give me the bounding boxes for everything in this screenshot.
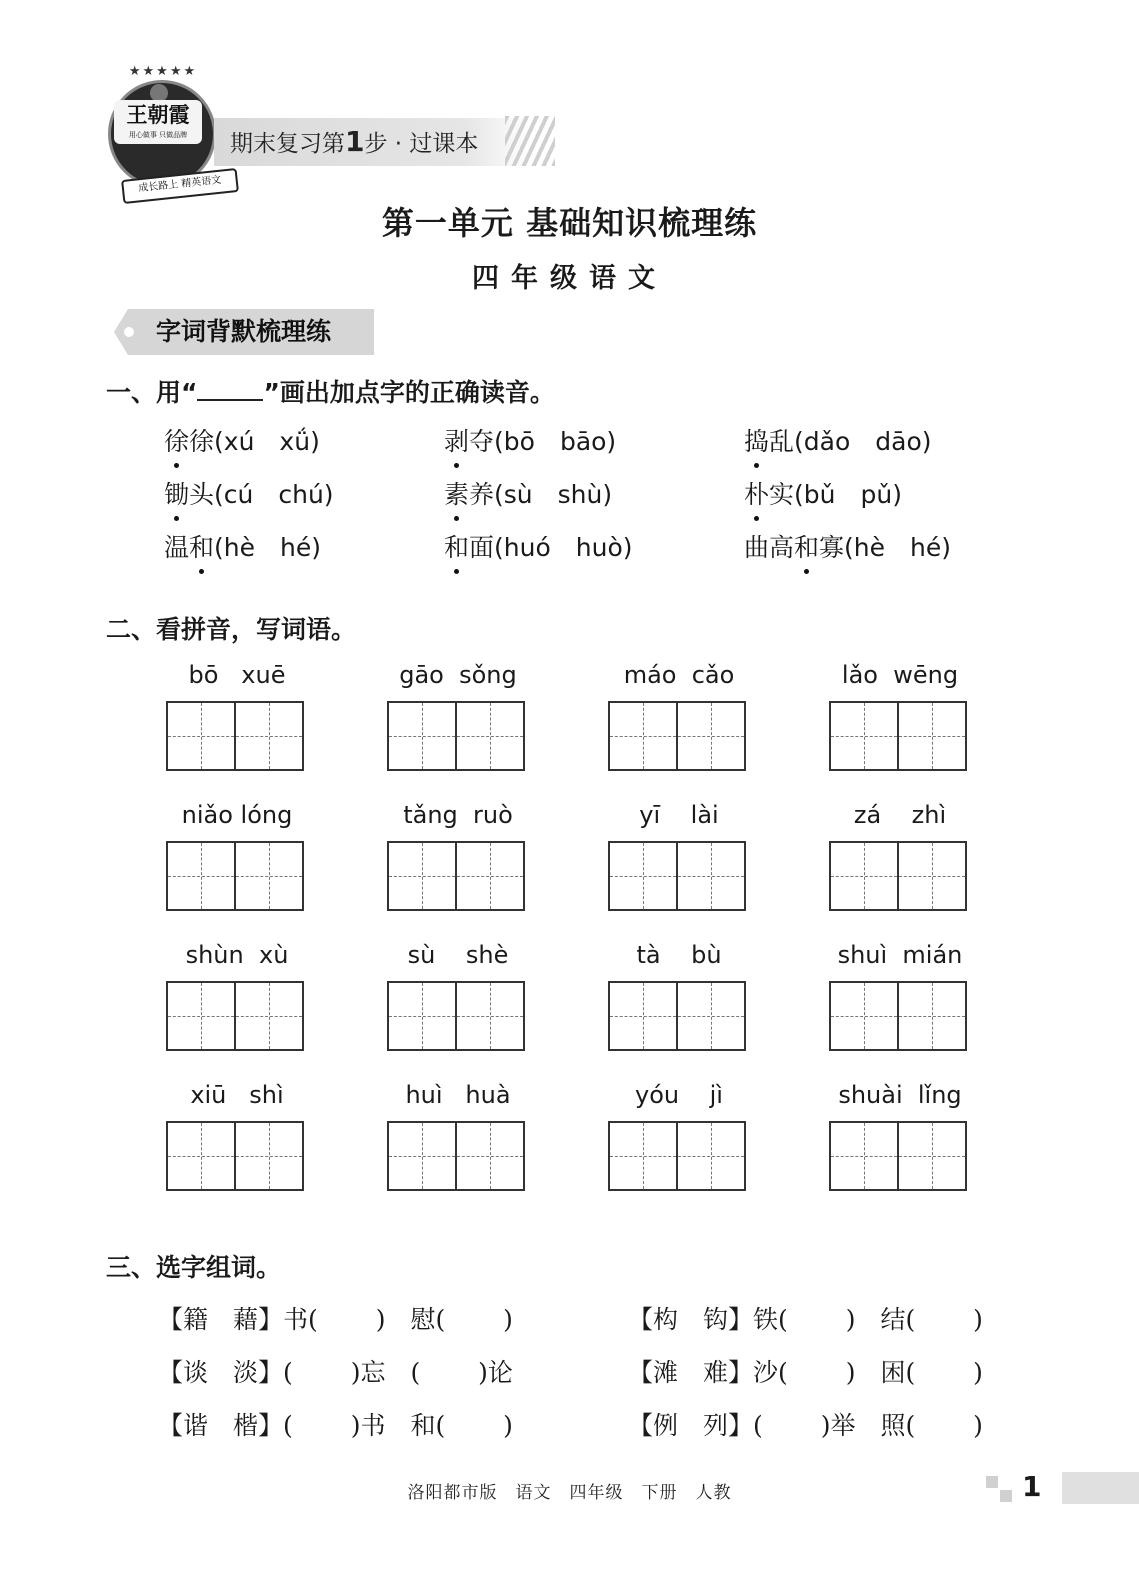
word-choice-item: 【构 钩】铁( ) 结( ) (628, 1305, 983, 1334)
reading-item (444, 426, 616, 458)
pinyin-label: shuài lǐng (838, 1081, 962, 1109)
word-suffix: 寡 (819, 533, 845, 562)
logo-name: 王朝霞 (126, 102, 190, 127)
word-suffix: 养 (469, 480, 495, 509)
dotted-character: 锄 (164, 480, 190, 509)
tianzige-cell[interactable] (387, 981, 457, 1051)
pinyin-label: bō xuē (188, 661, 286, 689)
word-suffix: 徐 (189, 427, 215, 456)
tianzige-cell[interactable] (829, 1121, 899, 1191)
page-number: 1 (1022, 1470, 1042, 1503)
pinyin-options: (dǎo dāo) (794, 427, 932, 456)
brand-logo (104, 64, 222, 200)
word-suffix: 乱 (769, 427, 795, 456)
step-prefix: 期末复习第 (230, 131, 345, 157)
tianzige-cell[interactable] (234, 701, 304, 771)
word-suffix: 头 (189, 480, 215, 509)
tianzige-boxes (829, 981, 971, 1053)
pinyin-label: gāo sǒng (399, 661, 517, 689)
pinyin-label: xiū shì (190, 1081, 284, 1109)
tianzige-boxes (166, 981, 308, 1053)
tianzige-cell[interactable] (455, 1121, 525, 1191)
dotted-character: 和 (794, 533, 820, 562)
pinyin-label: yóu jì (635, 1081, 723, 1109)
dotted-character: 和 (189, 533, 215, 562)
tianzige-boxes (829, 1121, 971, 1193)
stars-decoration: ★★★★★ (128, 64, 198, 79)
pinyin-label: tǎng ruò (403, 801, 513, 829)
reading-item (744, 426, 932, 458)
word-choice-item: 【谈 淡】( )忘 ( )论 (158, 1358, 513, 1387)
tianzige-cell[interactable] (387, 701, 457, 771)
tianzige-cell[interactable] (676, 981, 746, 1051)
tianzige-cell[interactable] (897, 841, 967, 911)
page-corner-decoration (986, 1476, 998, 1488)
tianzige-boxes (166, 841, 308, 913)
tianzige-cell[interactable] (166, 701, 236, 771)
pinyin-options: (cú chú) (214, 480, 334, 509)
word-suffix: 面 (469, 533, 495, 562)
tianzige-cell[interactable] (234, 1121, 304, 1191)
reading-item (744, 532, 951, 564)
footer-edition: 洛阳都市版 语文 四年级 下册 人教 (407, 1483, 732, 1503)
pinyin-label: yī lài (639, 801, 719, 829)
tianzige-boxes (608, 701, 750, 773)
page-bar-decoration (1062, 1472, 1139, 1504)
pinyin-options: (xú xǘ) (214, 427, 320, 456)
dotted-character: 朴 (744, 480, 770, 509)
tianzige-cell[interactable] (234, 841, 304, 911)
tianzige-cell[interactable] (455, 841, 525, 911)
page-corner-decoration (1000, 1490, 1012, 1502)
logo-ribbon: 成长路上 精英语文 (121, 168, 239, 204)
tianzige-boxes (608, 841, 750, 913)
word-choice-item: 【滩 难】沙( ) 困( ) (628, 1358, 983, 1387)
dotted-character: 素 (444, 480, 470, 509)
tianzige-cell[interactable] (608, 981, 678, 1051)
pinyin-options: (bō bāo) (494, 427, 617, 456)
dotted-character: 捣 (744, 427, 770, 456)
word-suffix: 夺 (469, 427, 495, 456)
tag-hole-icon (124, 327, 134, 337)
tianzige-cell[interactable] (234, 981, 304, 1051)
pinyin-options: (sù shù) (494, 480, 613, 509)
word-choice-item: 【籍 藉】书( ) 慰( ) (158, 1305, 513, 1334)
pinyin-label: huì huà (405, 1081, 511, 1109)
step-number: 1 (345, 125, 365, 158)
tianzige-boxes (387, 701, 529, 773)
pinyin-label: sù shè (407, 941, 509, 969)
logo-text-plate (114, 100, 202, 144)
pinyin-label: máo cǎo (623, 661, 735, 689)
page-subtitle: 四年级语文 (472, 263, 667, 294)
reading-item (164, 532, 321, 564)
pinyin-label: shùn xù (185, 941, 289, 969)
pinyin-label: shuì mián (837, 941, 963, 969)
tianzige-cell[interactable] (455, 981, 525, 1051)
pinyin-options: (huó huò) (494, 533, 633, 562)
banner-stripes-decoration (505, 116, 555, 166)
reading-item (444, 479, 612, 511)
tianzige-cell[interactable] (166, 841, 236, 911)
reading-item (744, 479, 902, 511)
word-suffix: 实 (769, 480, 795, 509)
tianzige-boxes (387, 981, 529, 1053)
tianzige-boxes (387, 1121, 529, 1193)
tianzige-cell[interactable] (897, 701, 967, 771)
question-2-heading: 二、看拼音，写词语。 (106, 615, 357, 644)
pinyin-label: zá zhì (853, 801, 947, 829)
word-prefix: 曲高 (744, 533, 795, 562)
dotted-character: 剥 (444, 427, 470, 456)
question-1-heading (106, 373, 555, 409)
tianzige-cell[interactable] (387, 841, 457, 911)
tianzige-cell[interactable] (455, 701, 525, 771)
tianzige-cell[interactable] (829, 701, 899, 771)
tianzige-boxes (829, 841, 971, 913)
pinyin-options: (bǔ pǔ) (794, 480, 902, 509)
tianzige-cell[interactable] (608, 701, 678, 771)
tianzige-cell[interactable] (608, 841, 678, 911)
pinyin-label: niǎo lóng (181, 801, 293, 829)
step-suffix: 步 · 过课本 (364, 131, 479, 157)
word-choice-item: 【谐 楷】( )书 和( ) (158, 1411, 513, 1440)
tianzige-cell[interactable] (676, 841, 746, 911)
word-prefix: 温 (164, 533, 190, 562)
section-tag (106, 309, 374, 355)
underline-sample (197, 379, 263, 401)
pinyin-label: lǎo wēng (841, 661, 959, 689)
tianzige-boxes (387, 841, 529, 913)
step-banner (214, 118, 530, 166)
tianzige-cell[interactable] (676, 701, 746, 771)
tianzige-boxes (829, 701, 971, 773)
q1-heading-start: 一、用“ (106, 378, 198, 407)
word-choice-item: 【例 列】( )举 照( ) (628, 1411, 983, 1440)
tianzige-cell[interactable] (387, 1121, 457, 1191)
tianzige-cell[interactable] (829, 981, 899, 1051)
tianzige-cell[interactable] (897, 981, 967, 1051)
pinyin-options: (hè hé) (214, 533, 321, 562)
reading-item (164, 426, 320, 458)
tianzige-boxes (608, 1121, 750, 1193)
tag-label: 字词背默梳理练 (156, 317, 332, 346)
question-3-heading: 三、选字组词。 (106, 1253, 282, 1282)
tianzige-cell[interactable] (897, 1121, 967, 1191)
pinyin-label: tà bù (636, 941, 722, 969)
tianzige-boxes (166, 701, 308, 773)
dotted-character: 徐 (164, 427, 190, 456)
logo-slogan: 用心做事 只做品牌 (128, 131, 188, 139)
reading-item (444, 532, 633, 564)
tianzige-boxes (166, 1121, 308, 1193)
tianzige-cell[interactable] (608, 1121, 678, 1191)
pinyin-options: (hè hé) (844, 533, 952, 562)
dotted-character: 和 (444, 533, 470, 562)
tianzige-cell[interactable] (166, 1121, 236, 1191)
reading-item (164, 479, 334, 511)
tianzige-cell[interactable] (676, 1121, 746, 1191)
q1-heading-end: ”画出加点字的正确读音。 (263, 378, 555, 407)
tianzige-boxes (608, 981, 750, 1053)
tianzige-cell[interactable] (829, 841, 899, 911)
page-title: 第一单元 基础知识梳理练 (381, 204, 758, 242)
tianzige-cell[interactable] (166, 981, 236, 1051)
